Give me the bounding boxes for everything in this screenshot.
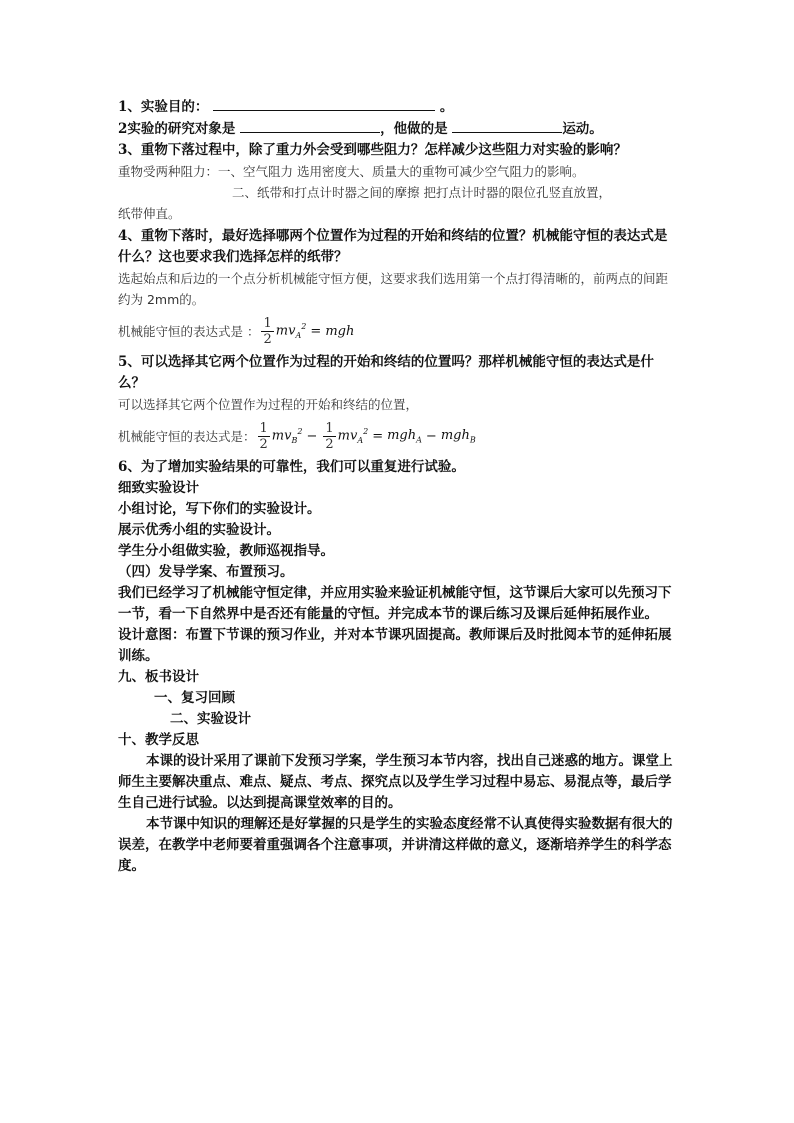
q1-label: 1、实验目的： bbox=[118, 99, 209, 115]
q5-minus-1: − bbox=[306, 428, 318, 444]
q2-part-a: 2实验的研究对象是 bbox=[118, 121, 236, 137]
q1-line bbox=[118, 96, 678, 118]
q5-formula-mghb: mgh$_B$ bbox=[440, 427, 476, 445]
q5-answer: 可以选择其它两个位置作为过程的开始和终结的位置， bbox=[118, 397, 419, 412]
q2-part-c: 运动。 bbox=[562, 121, 603, 137]
q5-equals: = bbox=[372, 428, 384, 444]
q5-fraction-2-num: 1 bbox=[325, 420, 334, 436]
q4-answer: 选起始点和后边的一个点分析机械能守恒方便，这要求我们选用第一个点打得清晰的，前两点的间距约为 2mm的。 bbox=[118, 271, 669, 307]
design-line3: 学生分小组做实验，教师巡视指导。 bbox=[118, 543, 334, 559]
q5-fraction-1 bbox=[258, 421, 270, 452]
q5-formula-label: 机械能守恒的表达式是： bbox=[118, 429, 256, 444]
design-line2: 展示优秀小组的实验设计。 bbox=[118, 522, 280, 538]
q2-line bbox=[118, 118, 678, 140]
section4-title: （四）发导学案、布置预习。 bbox=[118, 564, 294, 580]
q5-formula-mvb: $mv_B^2$ bbox=[271, 427, 303, 445]
q5-formula-mgha: mgh$_A$ bbox=[387, 427, 422, 445]
document-page bbox=[118, 96, 678, 877]
q5-formula bbox=[118, 415, 678, 457]
q5-fraction-2 bbox=[323, 421, 335, 452]
q6-line: 6、为了增加实验结果的可靠性，我们可以重复进行试验。 bbox=[118, 459, 465, 475]
q2-blank-2[interactable] bbox=[452, 118, 562, 133]
q1-blank[interactable] bbox=[213, 96, 435, 111]
q4-formula-mv: $mv_A^2$ bbox=[275, 322, 307, 340]
q3-line3: 纸带伸直。 bbox=[118, 206, 181, 221]
section10-title: 十、教学反思 bbox=[118, 732, 199, 748]
q4-formula bbox=[118, 310, 678, 352]
section9-title: 九、板书设计 bbox=[118, 669, 199, 685]
q3-line2: 二、纸带和打点计时器之间的摩擦 把打点计时器的限位孔竖直放置， bbox=[232, 185, 611, 200]
q3-line1: 重物受两种阻力：一、空气阻力 选用密度大、质量大的重物可减少空气阻力的影响。 bbox=[118, 164, 585, 179]
section9-item1: 一、复习回顾 bbox=[154, 690, 235, 706]
q4-fraction-num: 1 bbox=[263, 315, 272, 331]
section10-paragraph1: 本课的设计采用了课前下发预习学案，学生预习本节内容，找出自己迷惑的地方。课堂上师生主要解决重点、难点、疑点、考点、探究点以及学生学习过程中易忘、易混点等，最后学生自己进行试验。以达到提高课堂效率的目的。 bbox=[118, 753, 673, 811]
q5-question: 5、可以选择其它两个位置作为过程的开始和终结的位置吗？那样机械能守恒的表达式是什么？ bbox=[118, 354, 654, 391]
q4-fraction-den: 2 bbox=[263, 331, 272, 347]
q5-fraction-1-num: 1 bbox=[259, 420, 268, 436]
q5-fraction-1-den: 2 bbox=[259, 436, 268, 452]
q4-question: 4、重物下落时，最好选择哪两个位置作为过程的开始和终结的位置？机械能守恒的表达式是什么？这也要求我们选择怎样的纸带？ bbox=[118, 228, 668, 265]
q5-formula-mva: $mv_A^2$ bbox=[337, 427, 369, 445]
q4-fraction bbox=[261, 316, 273, 347]
q4-formula-label: 机械能守恒的表达式是 ： bbox=[118, 324, 260, 339]
section4-paragraph1: 我们已经学习了机械能守恒定律，并应用实验来验证机械能守恒，这节课后大家可以先预习下一节，看一下自然界中是否还有能量的守恒。并完成本节的课后练习及课后延伸拓展作业。 bbox=[118, 585, 672, 622]
section9-item2: 二、实验设计 bbox=[170, 711, 251, 727]
q3-question: 3、重物下落过程中，除了重力外会受到哪些阻力？怎样减少这些阻力对实验的影响？ bbox=[118, 142, 627, 158]
q5-minus-2: − bbox=[425, 428, 437, 444]
q5-fraction-2-den: 2 bbox=[325, 436, 334, 452]
q2-blank-1[interactable] bbox=[240, 118, 380, 133]
design-title: 细致实验设计 bbox=[118, 480, 199, 496]
q2-part-b: ，他做的是 bbox=[380, 121, 448, 137]
section4-paragraph2: 设计意图：布置下节课的预习作业，并对本节课巩固提高。教师课后及时批阅本节的延伸拓展训练。 bbox=[118, 627, 672, 664]
section10-paragraph2: 本节课中知识的理解还是好掌握的只是学生的实验态度经常不认真使得实验数据有很大的误差，在教学中老师要着重强调各个注意事项，并讲清这样做的意义，逐渐培养学生的科学态度。 bbox=[118, 816, 673, 874]
q1-end: 。 bbox=[439, 99, 454, 115]
design-line1: 小组讨论，写下你们的实验设计。 bbox=[118, 501, 321, 517]
q4-formula-rhs: = mgh bbox=[310, 323, 355, 339]
